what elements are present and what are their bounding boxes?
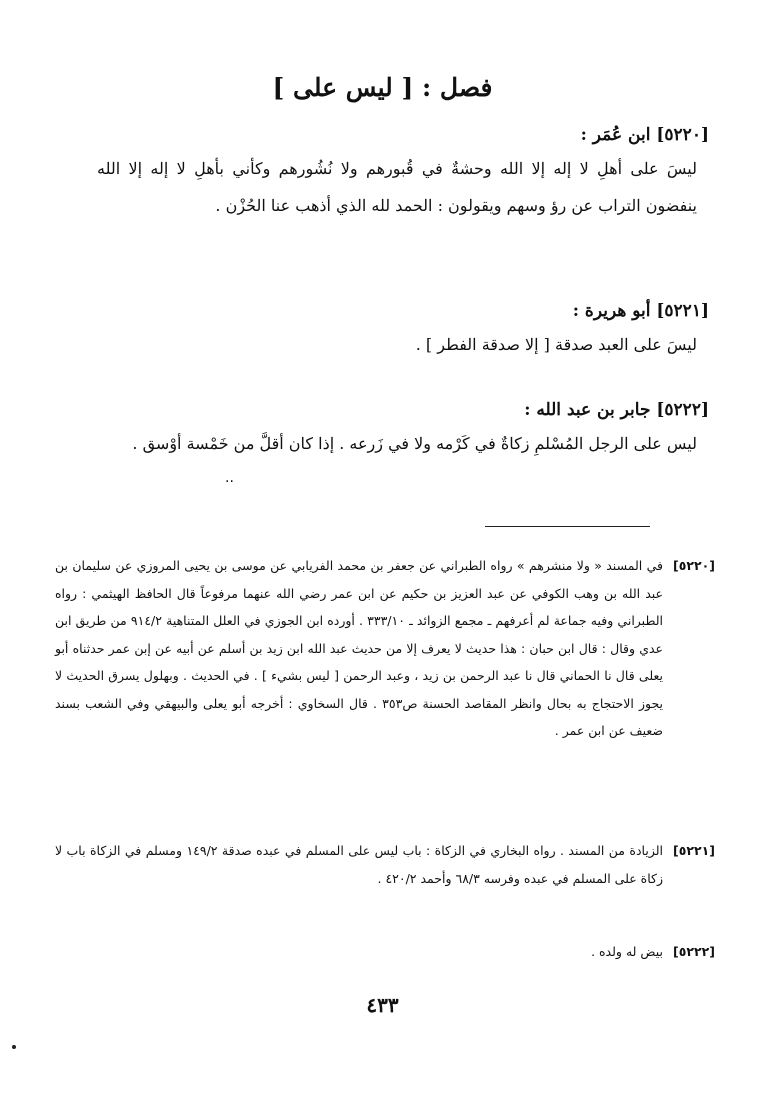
- page-number: ٤٣٣: [366, 993, 399, 1017]
- chapter-title: فصل : [ ليس على ]: [272, 73, 493, 102]
- footnote: [55, 837, 715, 892]
- margin-dot: [12, 1045, 16, 1049]
- footnote-text: الزيادة من المسند . رواه البخاري في الزكاة : باب ليس على المسلم في عبده صدقة ١٤٩/٢ ومسلم في الزكاة باب لا زكاة على المسلم في عبده وفرسه ٦٨/٣ وأحمد ٤٢٠/٢ .: [55, 843, 663, 886]
- footnote-number: [٥٢٢١]: [673, 843, 715, 858]
- entry-heading: [٥٢٢١] أبو هريرة :: [572, 301, 709, 321]
- stray-mark: ..: [225, 470, 234, 486]
- footnote: [55, 938, 715, 966]
- footnote-separator: [485, 526, 650, 527]
- footnote-number: [٥٢٢٠]: [673, 558, 715, 573]
- entry-text: ليسَ على العبد صدقة [ إلا صدقة الفطر ] .: [415, 335, 697, 354]
- entry-text: ليسَ على أهلِ لا إله إلا الله وحشةٌ في قُبورهم ولا نُشُورهم وكأني بأهلِ لا إله إلا الله ينفضون التراب عن رؤ وسهم ويقولون : الحمد لله الذي أذهب عنا الحُزْن .: [97, 159, 697, 215]
- hadith-entry: [97, 120, 709, 224]
- hadith-entry: [109, 296, 709, 363]
- entry-heading: [٥٢٢٢] جابر بن عبد الله :: [524, 400, 709, 420]
- footnote: [55, 552, 715, 745]
- entry-heading: [٥٢٢٠] ابن عُمَر :: [580, 125, 709, 145]
- footnote-text: بيض له ولده .: [591, 944, 663, 959]
- footnote-text: في المسند « ولا منشرهم » رواه الطبراني عن جعفر بن محمد الفريابي عن موسى بن يحيى المروزي عن سليمان بن عبد الله بن وهب الكوفي عن عبد العزيز بن حكيم عن ابن عمر رضي الله عنهما مرفوعاً قال الحافظ الهيثمي : رواه الطبراني وفيه جماعة لم أعرفهم ـ مجمع الزوائد ـ ٣٣٣/١٠ . أورده ابن الجوزي في العلل المتناهية ٩١٤/٢ من طريق ابن عدي وقال : قال ابن حبان : هذا حديث لا يعرف إلا من حديث عبد الله ابن زيد بن أسلم عن أبيه عن إبن عمر حدثناه أبو يعلى قال نا الحماني قال نا عبد الرحمن بن زيد ، وعبد الرحمن [ ليس بشيء ] . في الحديث . وبهلول يسرق الحديث لا يجوز الاحتجاج به بحال وانظر المقاصد الحسنة ص٣٥٣ . قال السخاوي : أخرجه أبو يعلى والبيهقي وفي الشعب بسند ضعيف عن ابن عمر .: [55, 558, 663, 738]
- footnote-number: [٥٢٢٢]: [673, 944, 715, 959]
- entry-text: ليس على الرجل المُسْلمِ زكاةٌ في كَرْمه ولا في زَرعه . إذا كان أقلَّ من خَمْسة أوْسق .: [132, 434, 697, 453]
- hadith-entry: [109, 395, 709, 462]
